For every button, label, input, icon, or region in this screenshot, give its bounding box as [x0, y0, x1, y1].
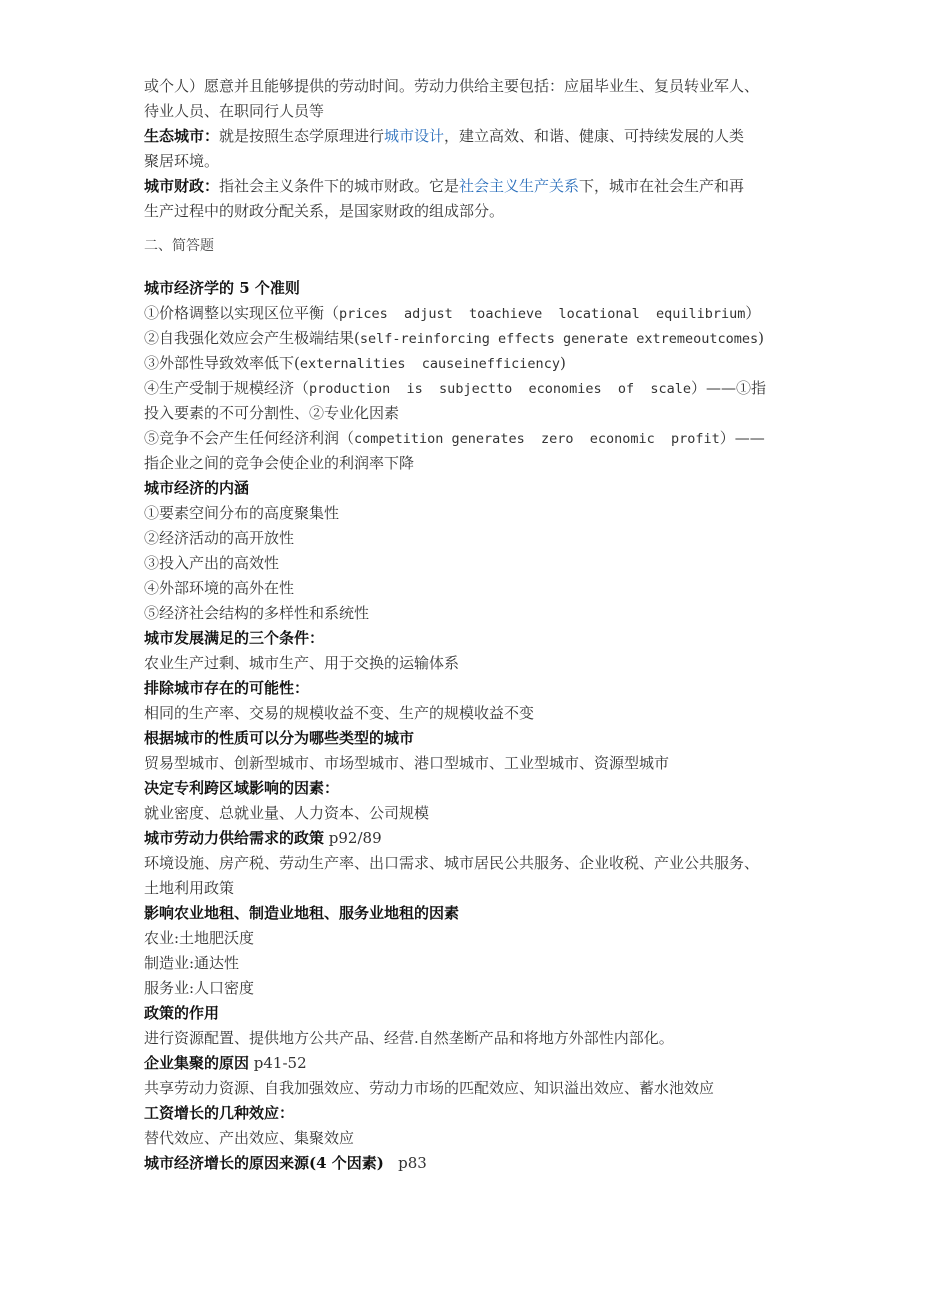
q1-item-1-en: prices adjust toachieve locational equilibrium — [339, 306, 746, 322]
q4-answer: 相同的生产率、交易的规模收益不变、生产的规模收益不变 — [144, 704, 535, 722]
q6-answer: 就业密度、总就业量、人力资本、公司规模 — [144, 804, 430, 822]
q3-title: 城市发展满足的三个条件： — [144, 629, 325, 647]
q2-item-2: ②经济活动的高开放性 — [144, 529, 295, 547]
q1-item-2-tail: ) — [758, 329, 764, 347]
city-finance-text-pre: 指社会主义条件下的城市财政。它是 — [219, 177, 460, 195]
q10-heading — [144, 1051, 814, 1076]
section-heading: 二、简答题 — [144, 238, 214, 254]
q10-answer: 共享劳动力资源、自我加强效应、劳动力市场的匹配效应、知识溢出效应、蓄水池效应 — [144, 1079, 715, 1097]
q2-title: 城市经济的内涵 — [144, 479, 250, 497]
socialist-relations-link[interactable]: 社会主义生产关系 — [459, 177, 580, 195]
q1-item-4 — [144, 376, 814, 401]
q7-answer-line-2: 土地利用政策 — [144, 879, 235, 897]
q1-item-4-cn: ④生产受制于规模经济（ — [144, 379, 310, 397]
q7-page-ref: p92/89 — [324, 829, 382, 847]
q1-title: 城市经济学的 5 个准则 — [144, 279, 300, 297]
eco-city-line-2: 聚居环境。 — [144, 152, 220, 170]
q1-item-5-tail: ）—— — [719, 429, 765, 447]
q1-item-3-cn: ③外部性导致效率低下( — [144, 354, 300, 372]
q3-answer: 农业生产过剩、城市生产、用于交换的运输体系 — [144, 654, 460, 672]
q1-item-5-line-2: 指企业之间的竞争会使企业的利润率下降 — [144, 454, 415, 472]
document-page — [144, 74, 814, 1176]
q11-answer: 替代效应、产出效应、集聚效应 — [144, 1129, 355, 1147]
q12-heading — [144, 1151, 814, 1176]
q1-item-3 — [144, 351, 814, 376]
q8-title: 影响农业地租、制造业地租、服务业地租的因素 — [144, 904, 460, 922]
q1-item-4-line-2: 投入要素的不可分割性、②专业化因素 — [144, 404, 400, 422]
q1-item-2-en: self-reinforcing effects generate extremeoutcomes — [359, 331, 759, 347]
intro-line-1: 或个人）愿意并且能够提供的劳动时间。劳动力供给主要包括：应届毕业生、复员转业军人、 — [144, 77, 760, 95]
q2-item-5: ⑤经济社会结构的多样性和系统性 — [144, 604, 370, 622]
q2-item-3: ③投入产出的高效性 — [144, 554, 280, 572]
q2-item-4: ④外部环境的高外在性 — [144, 579, 295, 597]
q1-item-5-en: competition generates zero economic profit — [354, 431, 720, 447]
q7-title: 城市劳动力供给需求的政策 — [144, 829, 325, 847]
q1-item-5-cn: ⑤竞争不会产生任何经济利润（ — [144, 429, 355, 447]
q8-item-1: 农业:土地肥沃度 — [144, 929, 255, 947]
city-finance-line-2: 生产过程中的财政分配关系，是国家财政的组成部分。 — [144, 202, 505, 220]
q1-item-1-cn: ①价格调整以实现区位平衡（ — [144, 304, 340, 322]
q12-page-ref: p83 — [383, 1154, 427, 1172]
eco-city-definition — [144, 124, 814, 149]
q1-item-2-cn: ②自我强化效应会产生极端结果( — [144, 329, 360, 347]
q1-item-4-tail: ）——①指 — [691, 379, 767, 397]
q8-item-2: 制造业:通达性 — [144, 954, 240, 972]
q6-title: 决定专利跨区域影响的因素： — [144, 779, 340, 797]
eco-city-text-post: ，建立高效、和谐、健康、可持续发展的人类 — [444, 127, 745, 145]
q10-page-ref: p41-52 — [249, 1054, 307, 1072]
q4-title: 排除城市存在的可能性： — [144, 679, 310, 697]
q1-item-5 — [144, 426, 814, 451]
q5-answer: 贸易型城市、创新型城市、市场型城市、港口型城市、工业型城市、资源型城市 — [144, 754, 670, 772]
urban-design-link[interactable]: 城市设计 — [384, 127, 445, 145]
q1-item-1-tail: ） — [745, 304, 761, 322]
q11-title: 工资增长的几种效应： — [144, 1104, 295, 1122]
q2-item-1: ①要素空间分布的高度聚集性 — [144, 504, 340, 522]
q8-item-3: 服务业:人口密度 — [144, 979, 255, 997]
city-finance-term: 城市财政： — [144, 177, 220, 195]
q10-title: 企业集聚的原因 — [144, 1054, 250, 1072]
q1-item-1 — [144, 301, 814, 326]
q1-item-2 — [144, 326, 814, 351]
q1-item-3-tail: ) — [559, 354, 566, 372]
q7-heading — [144, 826, 814, 851]
q1-item-4-en: production is subjectto economies of scale — [309, 381, 692, 397]
q7-answer-line-1: 环境设施、房产税、劳动生产率、出口需求、城市居民公共服务、企业收税、产业公共服务、 — [144, 854, 760, 872]
city-finance-definition — [144, 174, 814, 199]
city-finance-text-post: 下，城市在社会生产和再 — [579, 177, 745, 195]
q5-title: 根据城市的性质可以分为哪些类型的城市 — [144, 729, 415, 747]
q9-title: 政策的作用 — [144, 1004, 220, 1022]
intro-line-2: 待业人员、在职同行人员等 — [144, 102, 325, 120]
q1-item-3-en: externalities causeinefficiency — [299, 356, 560, 372]
eco-city-text-pre: 就是按照生态学原理进行 — [219, 127, 385, 145]
eco-city-term: 生态城市： — [144, 127, 220, 145]
q12-title: 城市经济增长的原因来源(4 个因素) — [144, 1154, 384, 1172]
q9-answer: 进行资源配置、提供地方公共产品、经营.自然垄断产品和将地方外部性内部化。 — [144, 1029, 674, 1047]
